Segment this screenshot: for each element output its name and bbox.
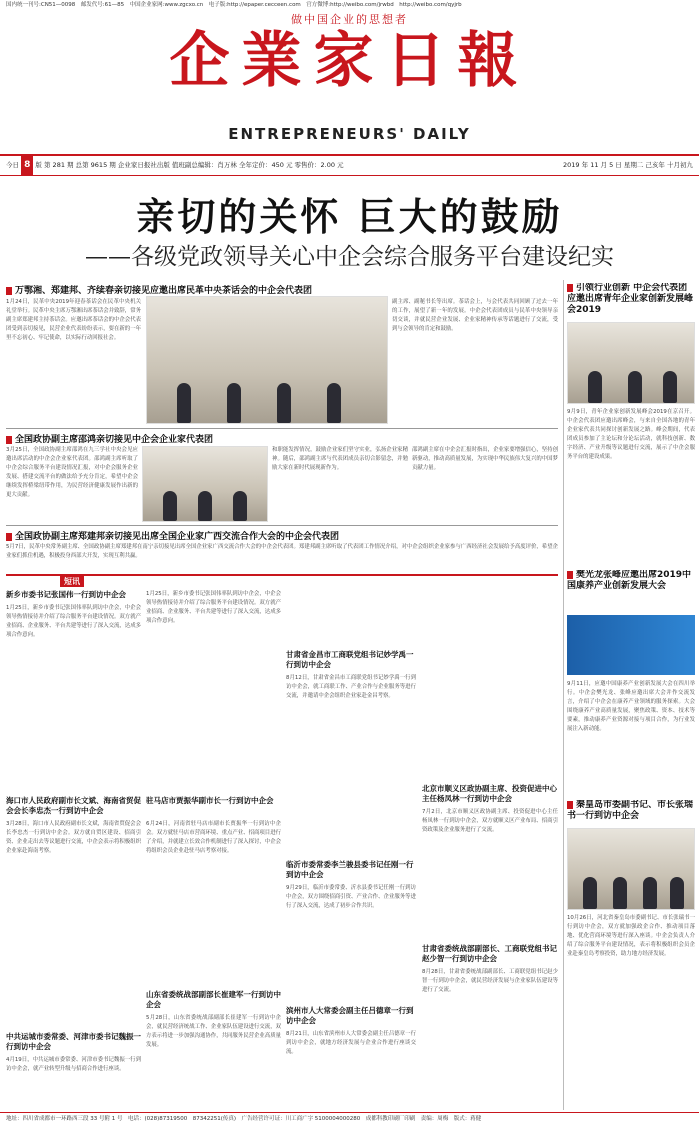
right-section-1-photo bbox=[567, 322, 695, 404]
brief-body: 7月2日，北京市顺义区政协副主席、投资促进中心主任杨凤林一行到访中企会，双方就顺义区产业布局、招商引资政策及企业服务进行了交流。 bbox=[422, 809, 558, 833]
brief-title: 海口市人民政府副市长文斌、海南省贸促会会长李忠杰一行到访中企会 bbox=[6, 796, 141, 815]
slogan: 做中国企业的思想者 bbox=[291, 13, 408, 26]
brief-body: 3月28日，海口市人民政府副市长文斌，海南省贸促会会长李忠杰一行到访中企会。双方就自贸区建设、招商引资、企业走出去等议题进行交流，中企会表示将积极组织企业家赴海南考察。 bbox=[6, 821, 141, 854]
brief-title: 临沂市委常委李兰骏县委书记任刚一行到访中企会 bbox=[286, 860, 414, 879]
person-figure bbox=[327, 383, 341, 423]
right-section-2-title: 樊光龙张峰应邀出席2019中国康养产业创新发展大会 bbox=[567, 570, 692, 591]
column-divider bbox=[563, 280, 564, 1110]
brief-body: 1月25日，新乡市委书记张国伟率队到访中企会，中企会领导热情接待并介绍了综合服务平台建设情况。双方就产业招商、企业服务、平台共建等进行了深入交流，达成多项合作意向。 bbox=[6, 605, 141, 638]
person-figure bbox=[583, 877, 597, 909]
brief-title: 山东省委统战部副部长崔建军一行到访中企会 bbox=[146, 990, 281, 1009]
person-figure bbox=[588, 371, 602, 403]
briefs-label: 短讯 bbox=[60, 576, 84, 587]
divider bbox=[6, 428, 558, 429]
person-figure bbox=[670, 877, 684, 909]
bullet-icon bbox=[567, 801, 573, 809]
brief-body: 6月24日，河南省驻马店市副市长贾振华一行到访中企会。双方就驻马店市营商环境、重点产业、招商项目进行了介绍，并就建立长效合作机制进行了深入探讨，中企会将组织会员企业赴驻马店考察对接。 bbox=[146, 821, 281, 854]
brief-body: 9月29日，临沂市委常委、沂水县委书记任刚一行到访中企会，双方围绕招商引资、产业合作、企业服务等进行了深入交流，达成了初步合作共识。 bbox=[286, 885, 416, 909]
today-label: 今日 bbox=[6, 161, 19, 169]
briefs-divider bbox=[6, 574, 558, 576]
right-section-3-title: 秦皇岛市委副书记、市长张瑞书一行到访中企会 bbox=[567, 800, 694, 821]
brief-body: 1月25日，新乡市委书记张国伟率队到访中企会，中企会领导热情接待并介绍了综合服务平台建设情况。双方就产业招商、企业服务、平台共建等进行了深入交流，达成多项合作意向。 bbox=[146, 591, 281, 624]
person-figure bbox=[663, 371, 677, 403]
right-section-2-photo bbox=[567, 615, 695, 675]
masthead-english: ENTREPRENEURS' DAILY bbox=[228, 125, 471, 143]
right-section-3-photo bbox=[567, 828, 695, 910]
bullet-icon bbox=[6, 533, 12, 541]
right-section-3-body: 10月26日，河北省秦皇岛市委副书记、市长张瑞书一行到访中企会，双方就加强政企合作、推动项目落地、优化营商环境等进行深入座谈。中企会负责人介绍了综合服务平台建设情况，表示将积极组织会员企业赴秦皇岛考察投资，助力地方经济发展。 bbox=[567, 915, 695, 957]
brief-title: 中共运城市委常委、河津市委书记魏振一行到访中企会 bbox=[6, 1032, 141, 1051]
person-figure bbox=[163, 491, 177, 521]
bullet-icon bbox=[567, 571, 573, 579]
issue-date: 2019 年 11 月 5 日 星期二 己亥年 十月初九 bbox=[563, 161, 693, 169]
right-section-1-body: 9月9日，青年企业家创新发展峰会2019在京召开。中企会代表团应邀出席峰会，与来自全国各地的青年企业家代表共同探讨创新发展之路。峰会期间，代表团成员参加了主论坛和分论坛活动，就科技创新、数字经济、产业升级等议题进行交流，展示了中企会服务平台的建设成果。 bbox=[567, 409, 695, 460]
person-figure bbox=[277, 383, 291, 423]
person-figure bbox=[233, 491, 247, 521]
issue-info-bar bbox=[0, 154, 699, 176]
bullet-icon bbox=[6, 436, 12, 444]
section-2-body-2: 和职能发挥情况，鼓励企业家们坚守实业，弘扬企业家精神。随后，邵鸿副主席与代表团成员亲切合影留念，并勉励大家在新时代展现新作为。 bbox=[272, 447, 408, 471]
brief-body: 8月21日，山东省滨州市人大常委会副主任吕德章一行到访中企会，就地方经济发展与企业合作进行座谈交流。 bbox=[286, 1031, 416, 1055]
brief-title: 滨州市人大常委会副主任吕德章一行到访中企会 bbox=[286, 1006, 414, 1025]
section-2-body-3: 邵鸿副主席在中企会汇报时指出，企业家要增强信心，坚持创新驱动，推动高质量发展，为实现中华民族伟大复兴的中国梦贡献力量。 bbox=[412, 447, 558, 471]
brief-body: 8月12日，甘肃省金昌市工商联党组书记妙学禹一行到访中企会，就工商联工作、产业合作与企业服务等进行交流，并邀请中企会组织企业家赴金昌考察。 bbox=[286, 675, 416, 699]
brief-body: 4月19日，中共运城市委常委、河津市委书记魏振一行到访中企会，就产业转型升级与招商合作进行座谈。 bbox=[6, 1057, 141, 1072]
section-1-body-2: 副主席、副秘书长等出席。茶话会上，与会代表共同回顾了过去一年的工作，展望了新一年的发展。中企会代表团成员与民革中央领导亲切交谈，并就民营企业发展、企业家精神传承等话题进行了交流，受到与会领导的肯定和鼓励。 bbox=[392, 299, 558, 332]
right-section-2-body: 9月11日，应邀中国康养产业创新发展大会在四川举行。中企会樊光龙、张峰应邀出席大会并作交流发言，介绍了中企会在康养产业领域的服务探索。大会围绕康养产业高质量发展，聚焦政策、资本、技术等要素，推动康养产业资源对接与项目合作，为行业发展注入新动能。 bbox=[567, 681, 695, 732]
person-figure bbox=[177, 383, 191, 423]
person-figure bbox=[613, 877, 627, 909]
section-3-title: 全国政协副主席郑建邦亲切接见出席全国企业家广西交流合作大会的中企会代表团 bbox=[6, 529, 558, 542]
bullet-icon bbox=[567, 284, 573, 292]
sub-headline: ——各级党政领导关心中企会综合服务平台建设纪实 bbox=[85, 244, 614, 270]
person-figure bbox=[628, 371, 642, 403]
right-section-1-title: 引领行业创新 中企会代表团应邀出席青年企业家创新发展峰会2019 bbox=[567, 283, 694, 315]
section-3-body: 5月7日，民革中央常务副主席、全国政协副主席郑建邦在南宁亲切接见出席全国企业家广西交流合作大会的中企会代表团。郑建邦副主席听取了代表团工作情况介绍，对中企会组织企业家参与广西经济社会发展给予高度评价，希望企业家们抓住机遇，积极投身西部大开发，实现互利共赢。 bbox=[6, 544, 558, 559]
brief-title: 新乡市委书记张国伟一行到访中企会 bbox=[6, 590, 126, 599]
section-1-body: 1月24日，民革中央2019年迎春茶话会在民革中央机关礼堂举行。民革中央主席万鄂湘出席茶话会并致辞，常务副主席郑建邦主持茶话会。应邀出席茶话会的中企会代表团受到亲切接见，民营企业代表纷纷表示，要在新的一年里不忘初心、牢记使命，以实际行动回报社会。 bbox=[6, 299, 141, 341]
person-figure bbox=[643, 877, 657, 909]
section-1-title: 万鄂湘、郑建邦、齐续春亲切接见应邀出席民革中央茶话会的中企会代表团 bbox=[6, 283, 558, 296]
section-2-body: 3月25日，全国政协副主席邵鸿在九三学社中央会见应邀出席活动的中企会企业家代表团。邵鸿副主席听取了中企会综合服务平台建设情况汇报，对中企会服务企业发展、搭建交流平台的做法给予充分肯定，希望中企会继续发挥桥梁纽带作用，为民营经济健康发展作出新的更大贡献。 bbox=[6, 447, 138, 498]
footer-imprint: 地址：四川省成都市一环路西三段 33 号附 1 号 电话：(028)87319500 87342251(传真) 广告经营许可证：川工商广字 5100004000280 成都科教印刷厂印刷 责编：周梅 版式：蒋健 bbox=[0, 1112, 699, 1126]
brief-title: 甘肃省委统战部副部长、工商联党组书记赵少智一行到访中企会 bbox=[422, 944, 557, 963]
section-2-title: 全国政协副主席邵鸿亲切接见中企会企业家代表团 bbox=[6, 432, 558, 445]
brief-title: 甘肃省金昌市工商联党组书记妙学禹一行到访中企会 bbox=[286, 650, 414, 669]
brief-title: 北京市顺义区政协副主席、投资促进中心主任杨凤林一行到访中企会 bbox=[422, 784, 557, 803]
page-count-badge: 8 bbox=[21, 156, 33, 175]
brief-title: 驻马店市贾振华副市长一行到访中企会 bbox=[146, 796, 274, 805]
bullet-icon bbox=[6, 287, 12, 295]
top-info-bar: 国内统一刊号:CN51—0098 邮发代号:61—85 中国企业家网:www.zgcxo.cn 电子版:http://epaper.cecceen.com 官方微博:http://weibo.com/jrwbd http://weibo.com/qyjrb bbox=[6, 2, 462, 8]
brief-body: 8月28日，甘肃省委统战部副部长、工商联党组书记赵少智一行到访中企会，就民营经济发展与企业家队伍建设等进行了交流。 bbox=[422, 969, 558, 993]
person-figure bbox=[227, 383, 241, 423]
section-1-photo bbox=[146, 296, 388, 424]
masthead-title: 企業家日報 bbox=[169, 26, 530, 96]
brief-body: 5月28日，山东省委统战部副部长崔建军一行到访中企会，就民营经济统战工作、企业家队伍建设进行交流，双方表示将进一步加强沟通协作，共同服务民营企业高质量发展。 bbox=[146, 1015, 281, 1048]
issue-info-left bbox=[6, 156, 344, 175]
main-headline: 亲切的关怀 巨大的鼓励 bbox=[136, 194, 563, 239]
issue-details: 版 第 281 期 总第 9615 期 企业家日报社出版 值班副总编辑：肖万林 全年定价：450 元 零售价：2.00 元 bbox=[35, 161, 344, 169]
person-figure bbox=[198, 491, 212, 521]
divider bbox=[6, 525, 558, 526]
section-2-photo bbox=[142, 446, 268, 522]
